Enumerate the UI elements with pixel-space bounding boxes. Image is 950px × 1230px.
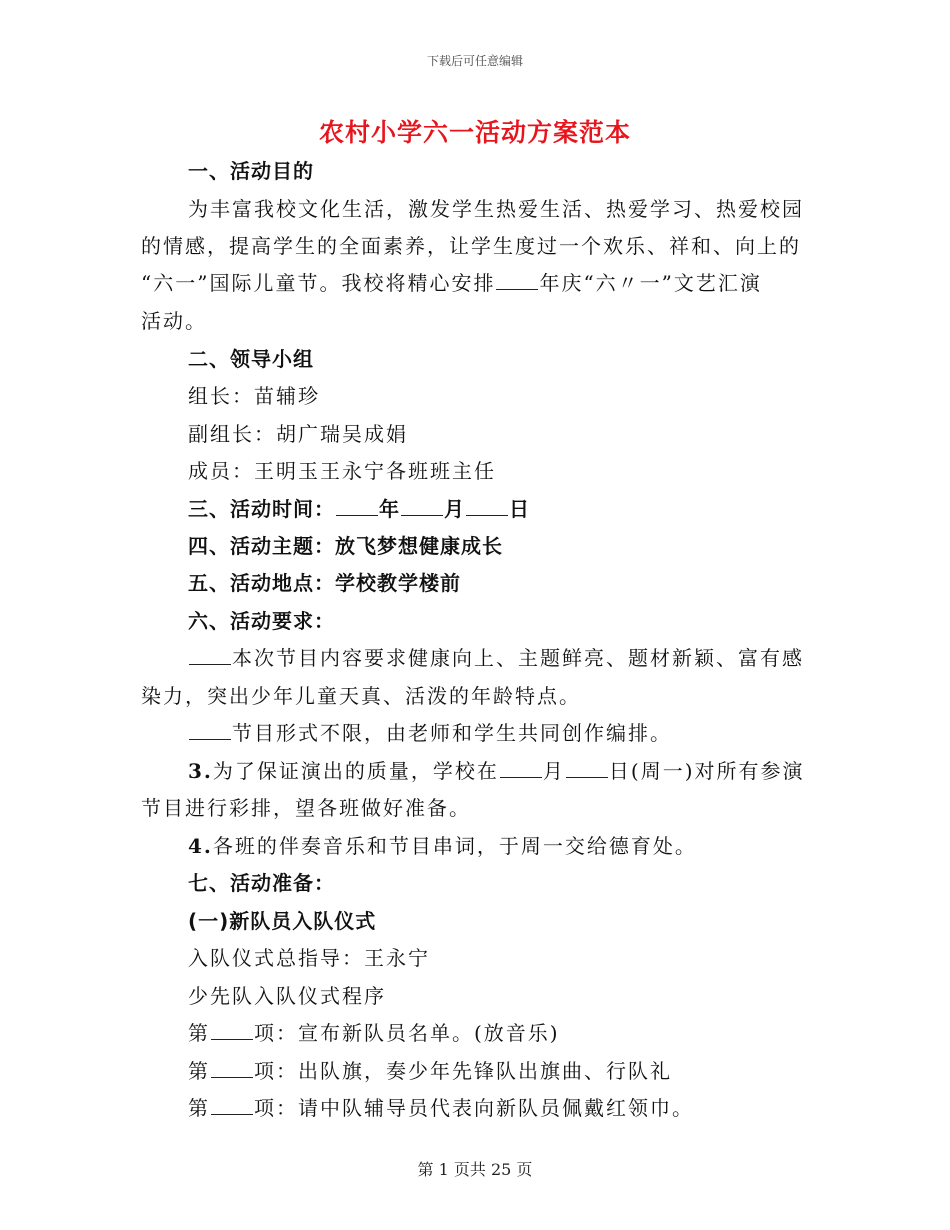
section-2-heading: 二、领导小组 xyxy=(188,347,314,371)
purpose-line-1: 为丰富我校文化生活，激发学生热爱生活、热爱学习、热爱校园 xyxy=(188,197,804,221)
requirement-1-text: 本次节目内容要求健康向上、主题鲜亮、题材新颖、富有感 xyxy=(232,646,804,670)
item-3-text: 项：请中队辅导员代表向新队员佩戴红领巾。 xyxy=(254,1096,694,1120)
blank-field xyxy=(211,1059,253,1078)
purpose-line-2: 的情感，提高学生的全面素养，让学生度过一个欢乐、祥和、向上的 xyxy=(141,234,801,258)
requirement-2-text: 节目形式不限，由老师和学生共同创作编排。 xyxy=(232,721,672,745)
section-4-theme: 四、活动主题：放飞梦想健康成长 xyxy=(188,534,503,558)
blank-field xyxy=(211,1021,253,1040)
item-1-text: 项：宣布新队员名单。(放音乐) xyxy=(254,1021,560,1045)
vice-leader-line: 副组长：胡广瑞吴成娟 xyxy=(188,422,408,446)
blank-field xyxy=(189,721,231,740)
section-3-time xyxy=(188,493,530,522)
requirement-3-line-2: 节目进行彩排，望各班做好准备。 xyxy=(141,796,471,820)
procedure-item-3 xyxy=(188,1092,694,1121)
requirement-4 xyxy=(188,830,697,859)
section-5-location: 五、活动地点：学校教学楼前 xyxy=(188,571,461,595)
requirement-1-line-2: 染力，突出少年儿童天真、活泼的年龄特点。 xyxy=(141,684,581,708)
purpose-line-4: 活动。 xyxy=(141,309,207,333)
requirement-3-month: 月 xyxy=(542,759,565,783)
blank-field xyxy=(500,759,542,778)
requirement-3-text-a: 为了保证演出的质量，学校在 xyxy=(212,759,499,783)
requirement-2 xyxy=(188,717,672,746)
ceremony-director: 入队仪式总指导：王永宁 xyxy=(188,946,430,970)
requirement-4-number: 4. xyxy=(188,834,213,858)
subsection-1-heading: (一)新队员入队仪式 xyxy=(188,909,377,933)
purpose-line-3-pre: “六一”国际儿童节。我校将精心安排 xyxy=(141,271,496,295)
section-6-heading: 六、活动要求： xyxy=(188,609,335,633)
ceremony-procedure: 少先队入队仪式程序 xyxy=(188,984,386,1008)
item-prefix: 第 xyxy=(188,1096,210,1120)
requirement-3-text-b: 日(周一)对所有参演 xyxy=(608,759,805,783)
blank-field xyxy=(466,497,508,516)
procedure-item-2 xyxy=(188,1055,672,1084)
blank-field xyxy=(211,1096,253,1115)
requirement-1-line-1 xyxy=(188,642,804,671)
section-3-heading: 三、活动时间： xyxy=(188,497,335,521)
blank-field xyxy=(566,759,608,778)
day-label: 日 xyxy=(509,497,530,521)
header-note: 下载后可任意编辑 xyxy=(426,54,523,68)
leader-line: 组长：苗辅珍 xyxy=(188,384,320,408)
requirement-3-line-1 xyxy=(188,755,805,784)
month-label: 月 xyxy=(444,497,465,521)
purpose-line-3 xyxy=(141,267,762,296)
document-title: 农村小学六一活动方案范本 xyxy=(318,118,631,147)
blank-field xyxy=(336,497,378,516)
section-7-heading: 七、活动准备： xyxy=(188,871,335,895)
item-prefix: 第 xyxy=(188,1059,210,1083)
section-1-heading: 一、活动目的 xyxy=(188,159,314,183)
blank-field xyxy=(189,646,231,665)
item-2-text: 项：出队旗，奏少年先锋队出旗曲、行队礼 xyxy=(254,1059,672,1083)
page-footer: 第 1 页共 25 页 xyxy=(417,1160,533,1179)
requirement-3-number: 3. xyxy=(188,759,213,783)
blank-field xyxy=(496,271,538,290)
year-label: 年 xyxy=(379,497,400,521)
requirement-4-text: 各班的伴奏音乐和节目串词，于周一交给德育处。 xyxy=(212,834,697,858)
procedure-item-1 xyxy=(188,1017,560,1046)
blank-field xyxy=(401,497,443,516)
purpose-line-3-post: 年庆“六〃一”文艺汇演 xyxy=(539,271,762,295)
members-line: 成员：王明玉王永宁各班班主任 xyxy=(188,459,496,483)
item-prefix: 第 xyxy=(188,1021,210,1045)
